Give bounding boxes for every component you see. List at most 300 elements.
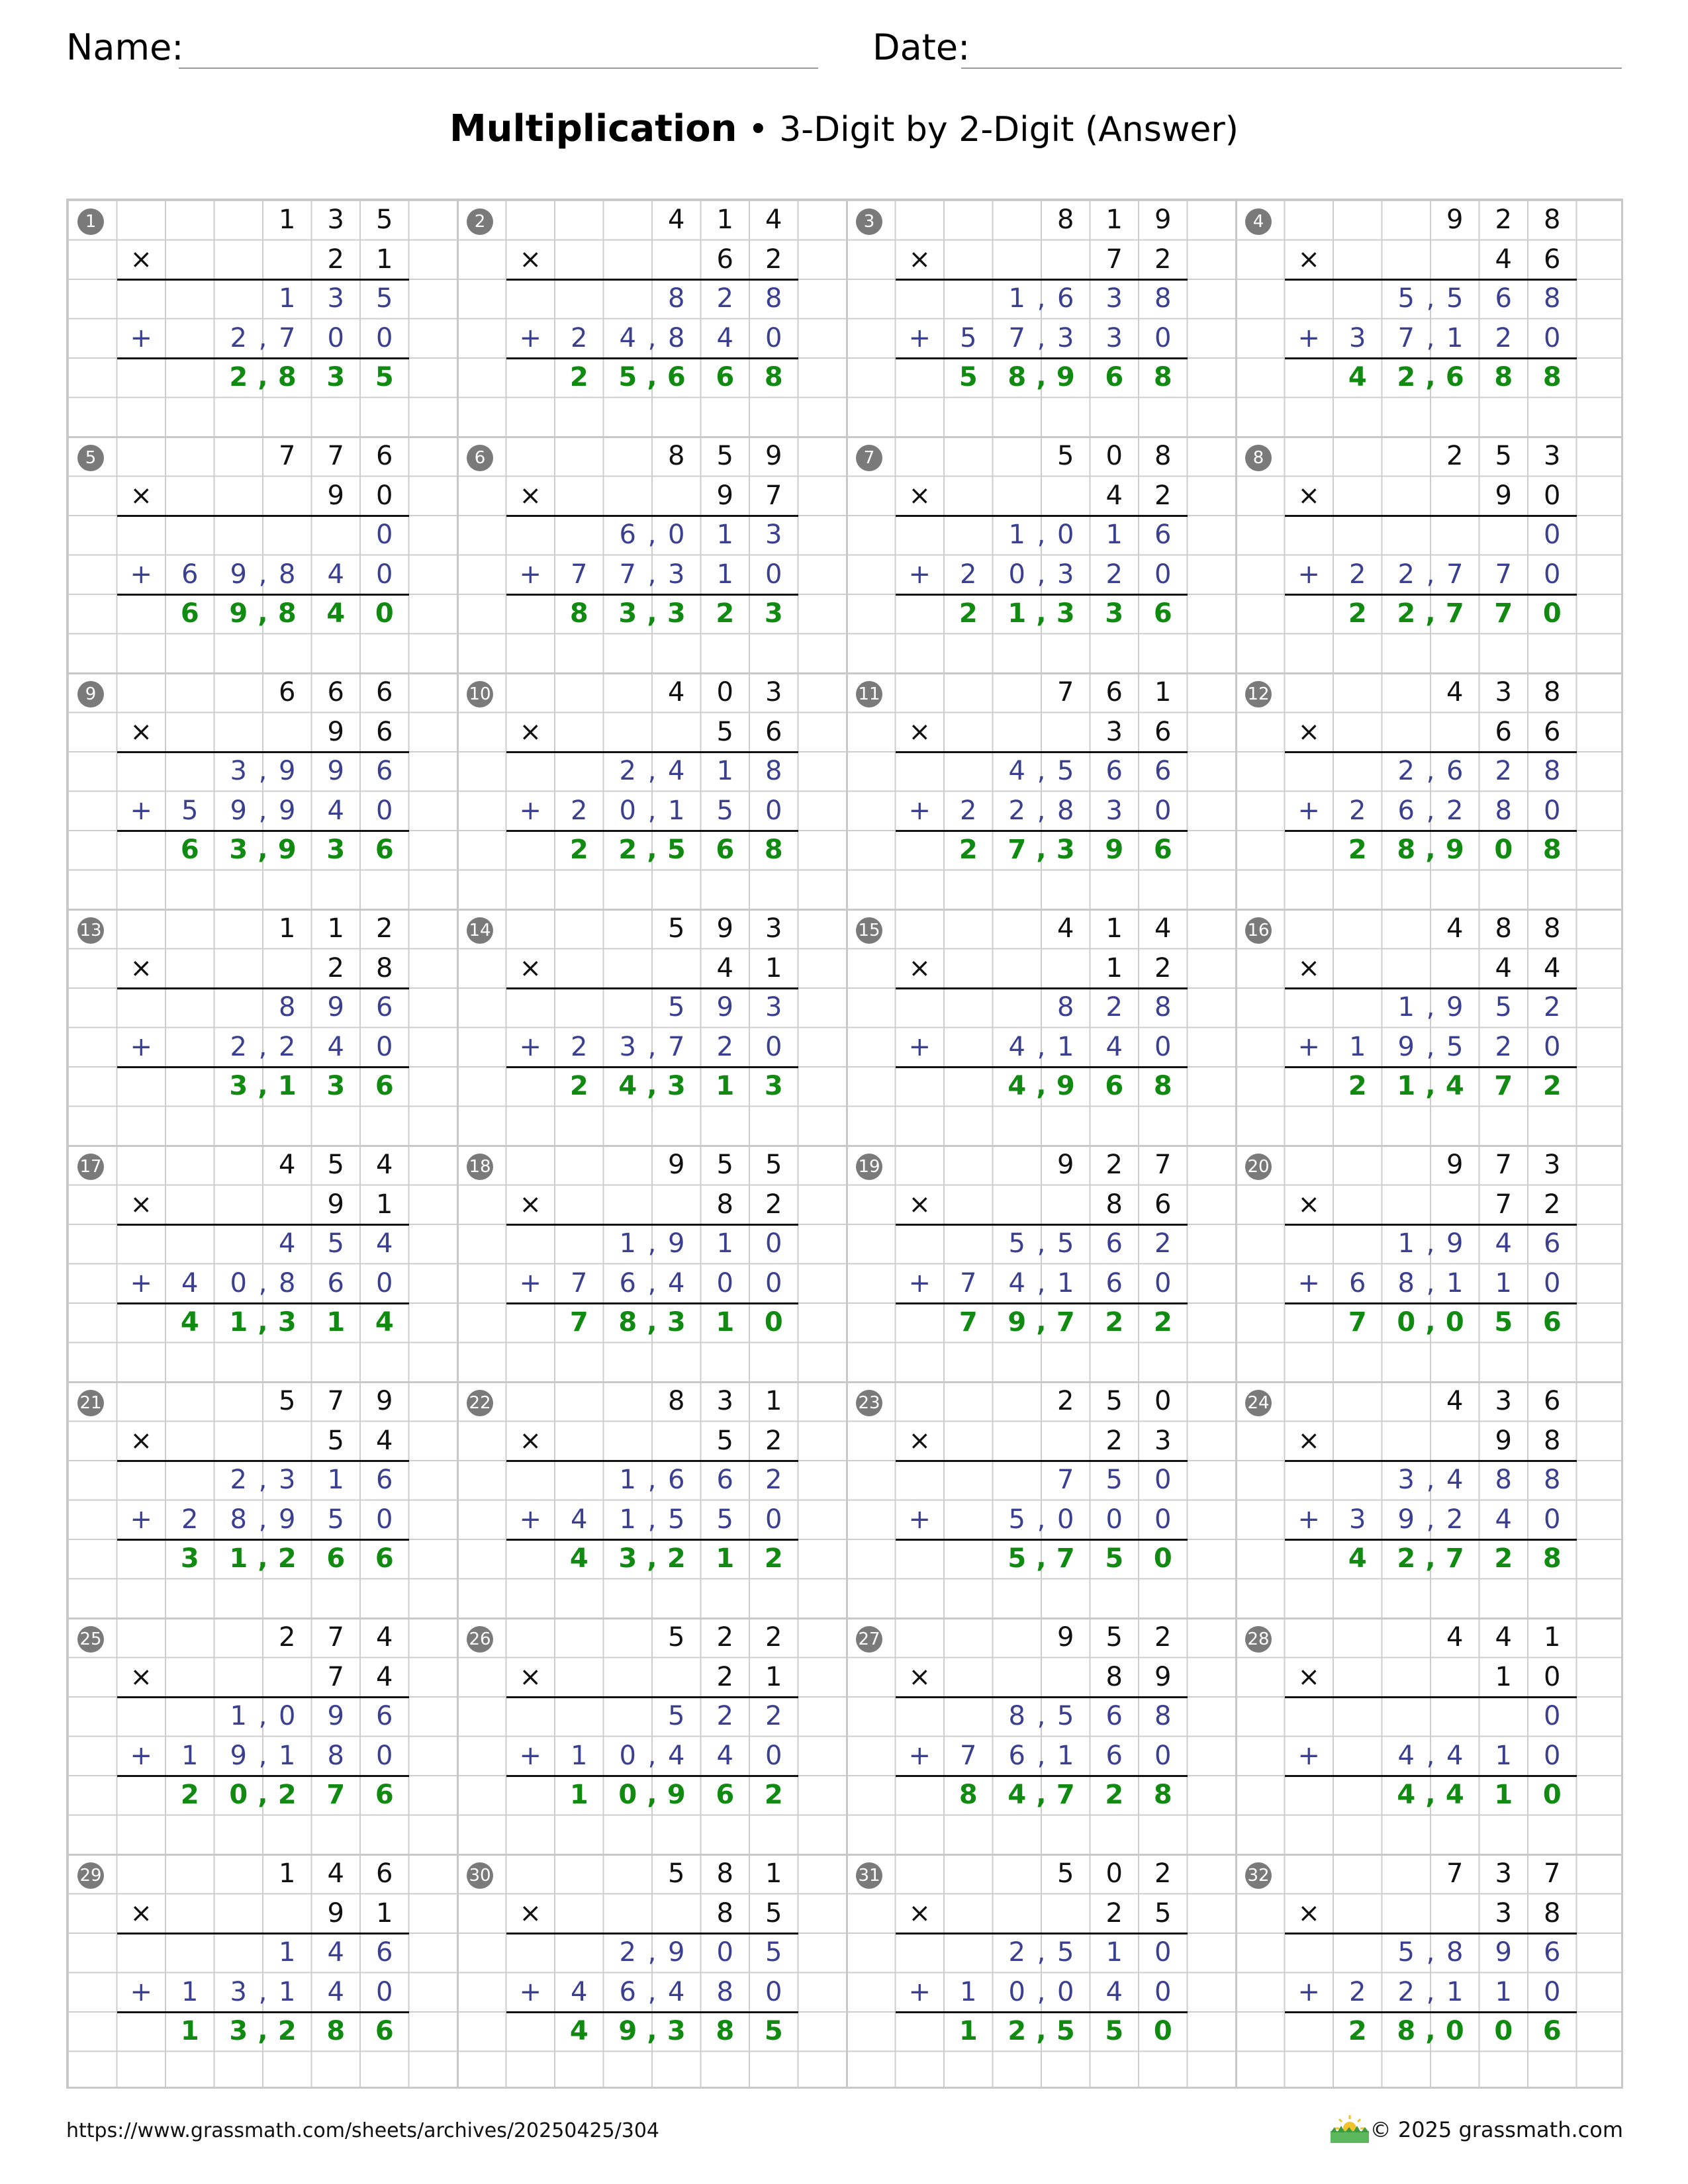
answer-digit: 5 — [959, 362, 978, 392]
answer-digit: 1 — [1397, 1071, 1416, 1101]
footer-url[interactable]: https://www.grassmath.com/sheets/archives/20250425/304 — [66, 2119, 660, 2142]
plus-sign: + — [908, 559, 931, 590]
multiplicand-digit: 0 — [1154, 1386, 1172, 1416]
partial-product-1-digit: 5 — [1397, 283, 1415, 314]
answer-comma: , — [647, 1543, 657, 1574]
partial-product-1-digit: 2 — [1544, 992, 1561, 1023]
plus-sign: + — [1297, 1976, 1320, 2007]
multiplier-digit: 5 — [765, 1897, 782, 1929]
answer-digit: 8 — [959, 1780, 978, 1810]
plus-sign: + — [519, 1504, 541, 1535]
problem-number-badge: 20 — [1245, 1154, 1272, 1180]
partial-product-1-comma: , — [1037, 1228, 1046, 1259]
problem-15 — [847, 909, 1236, 1146]
partial-product-1-digit: 1 — [716, 1228, 733, 1259]
multiplicand-digit: 5 — [668, 913, 685, 944]
partial-product-1-digit: 6 — [1057, 283, 1074, 314]
times-sign: × — [908, 244, 931, 275]
partial-product-2-digit: 4 — [327, 795, 344, 826]
partial-product-2-digit: 2 — [1495, 322, 1512, 353]
partial-product-2-comma: , — [1426, 1031, 1435, 1062]
plus-sign: + — [130, 795, 152, 826]
date-field[interactable] — [961, 68, 1622, 69]
problem-32 — [1236, 1854, 1625, 2091]
answer-digit: 6 — [716, 362, 735, 392]
multiplier-digit: 1 — [376, 1897, 393, 1929]
partial-product-2-digit: 2 — [571, 1031, 588, 1062]
problem-26 — [457, 1618, 847, 1854]
partial-product-1-digit: 9 — [1495, 1937, 1512, 1968]
answer-digit: 6 — [326, 1543, 346, 1574]
partial-product-2-digit: 0 — [376, 322, 393, 353]
partial-product-1-digit: 1 — [327, 1465, 344, 1495]
partial-product-2-digit: 4 — [619, 322, 636, 353]
multiplicand-digit: 5 — [716, 441, 733, 471]
partial-product-2-digit: 0 — [765, 1031, 782, 1062]
partial-product-1-digit: 6 — [376, 1937, 393, 1968]
answer-digit: 7 — [1445, 598, 1464, 629]
answer-digit: 9 — [1445, 835, 1464, 865]
answer-digit: 2 — [667, 1543, 686, 1574]
partial-product-1-digit: 2 — [716, 1701, 733, 1731]
multiplicand-digit: 1 — [279, 1858, 296, 1889]
answer-comma: , — [1425, 2016, 1436, 2046]
partial-product-1-digit: 6 — [376, 992, 393, 1023]
answer-digit: 2 — [277, 2016, 297, 2046]
multiplicand-digit: 1 — [1105, 205, 1123, 235]
answer-comma: , — [1036, 1071, 1047, 1101]
answer-digit: 3 — [764, 1071, 783, 1101]
multiplicand-digit: 9 — [1057, 1150, 1074, 1180]
answer-digit: 8 — [1397, 2016, 1416, 2046]
plus-sign: + — [519, 795, 541, 826]
partial-product-1-digit: 1 — [230, 1701, 247, 1731]
multiplier-digit: 9 — [1495, 480, 1512, 511]
problem-25 — [68, 1618, 457, 1854]
partial-product-2-comma: , — [1426, 322, 1435, 353]
partial-product-1-digit: 9 — [668, 1937, 685, 1968]
answer-digit: 7 — [1494, 598, 1513, 629]
problem-number-badge: 1 — [77, 208, 104, 235]
multiplicand-digit: 6 — [279, 677, 296, 707]
answer-digit: 8 — [277, 362, 297, 392]
multiplicand-digit: 6 — [1544, 1386, 1561, 1416]
partial-product-1-digit: 4 — [668, 756, 685, 786]
times-sign: × — [908, 1189, 931, 1220]
answer-digit: 7 — [1348, 1307, 1367, 1338]
plus-sign: + — [130, 1504, 152, 1535]
date-label: Date: — [872, 26, 970, 68]
partial-product-2-digit: 2 — [1397, 1976, 1415, 2007]
answer-digit: 0 — [1445, 2016, 1464, 2046]
answer-digit: 8 — [1494, 362, 1513, 392]
times-sign: × — [908, 716, 931, 747]
partial-product-1-digit: 8 — [668, 283, 685, 314]
problem-18 — [457, 1146, 847, 1382]
name-field[interactable] — [179, 68, 818, 69]
partial-product-2-digit: 8 — [230, 1504, 247, 1535]
partial-product-1-digit: 6 — [376, 1701, 393, 1731]
times-sign: × — [1297, 716, 1320, 747]
partial-product-2-digit: 0 — [376, 795, 393, 826]
answer-digit: 6 — [180, 598, 199, 629]
partial-product-2-digit: 2 — [1105, 559, 1123, 590]
answer-digit: 6 — [1542, 2016, 1562, 2046]
multiplicand-digit: 1 — [279, 913, 296, 944]
multiplier-digit: 7 — [765, 480, 782, 511]
answer-comma: , — [258, 1780, 268, 1810]
partial-product-1-digit: 4 — [376, 1228, 393, 1259]
problem-number-badge: 5 — [77, 445, 104, 471]
multiplicand-digit: 4 — [1446, 677, 1464, 707]
partial-product-2-digit: 0 — [1154, 1504, 1172, 1535]
multiplicand-digit: 9 — [716, 913, 733, 944]
partial-product-2-digit: 7 — [619, 559, 636, 590]
partial-product-1-digit: 8 — [1544, 1465, 1561, 1495]
multiplicand-digit: 5 — [1495, 441, 1512, 471]
times-sign: × — [130, 1189, 152, 1220]
multiplicand-digit: 4 — [376, 1150, 393, 1180]
answer-digit: 2 — [569, 835, 588, 865]
multiplier-digit: 9 — [327, 1897, 344, 1929]
partial-product-2-comma: , — [647, 1740, 657, 1771]
partial-product-1-digit: 1 — [619, 1465, 636, 1495]
times-sign: × — [130, 1897, 152, 1929]
multiplier-digit: 1 — [376, 1189, 393, 1220]
answer-digit: 5 — [1008, 1543, 1027, 1574]
partial-product-2-digit: 3 — [1349, 1504, 1366, 1535]
multiplier-digit: 2 — [1154, 480, 1172, 511]
partial-product-2-digit: 0 — [765, 1740, 782, 1771]
answer-digit: 7 — [1494, 1071, 1513, 1101]
answer-digit: 5 — [764, 2016, 783, 2046]
partial-product-2-digit: 4 — [1105, 1031, 1123, 1062]
partial-product-1-digit: 6 — [376, 1465, 393, 1495]
multiplier-digit: 7 — [327, 1661, 344, 1692]
partial-product-2-digit: 1 — [716, 559, 733, 590]
partial-product-1-comma: , — [1037, 520, 1046, 550]
multiplier-digit: 9 — [1154, 1661, 1172, 1692]
plus-sign: + — [908, 322, 931, 353]
answer-digit: 0 — [1153, 1543, 1172, 1574]
multiplicand-digit: 7 — [327, 441, 344, 471]
partial-product-1-digit: 2 — [765, 1465, 782, 1495]
multiplicand-digit: 3 — [1544, 1150, 1561, 1180]
multiplicand-digit: 2 — [765, 1622, 782, 1653]
multiplicand-digit: 9 — [1154, 205, 1172, 235]
answer-digit: 5 — [1105, 1543, 1124, 1574]
partial-product-1-digit: 5 — [376, 283, 393, 314]
multiplicand-digit: 8 — [1057, 205, 1074, 235]
multiplicand-digit: 5 — [1057, 1858, 1074, 1889]
answer-digit: 2 — [569, 1071, 588, 1101]
answer-digit: 2 — [618, 835, 637, 865]
partial-product-2-digit: 5 — [1446, 1031, 1464, 1062]
partial-product-1-comma: , — [647, 756, 657, 786]
partial-product-1-digit: 5 — [668, 992, 685, 1023]
partial-product-1-comma: , — [1037, 1937, 1046, 1968]
answer-digit: 2 — [1153, 1307, 1172, 1338]
multiplicand-digit: 2 — [1154, 1858, 1172, 1889]
answer-digit: 9 — [1008, 1307, 1027, 1338]
answer-digit: 2 — [959, 598, 978, 629]
partial-product-1-digit: 2 — [765, 1701, 782, 1731]
partial-product-1-digit: 6 — [619, 520, 636, 550]
partial-product-1-digit: 7 — [1057, 1465, 1074, 1495]
partial-product-1-digit: 9 — [668, 1228, 685, 1259]
answer-digit: 4 — [180, 1307, 199, 1338]
problem-21 — [68, 1382, 457, 1618]
problem-16 — [1236, 909, 1625, 1146]
partial-product-2-digit: 0 — [765, 559, 782, 590]
partial-product-1-digit: 3 — [327, 283, 344, 314]
partial-product-1-digit: 1 — [1397, 1228, 1415, 1259]
partial-product-1-digit: 5 — [327, 1228, 344, 1259]
partial-product-2-digit: 8 — [716, 1976, 733, 2007]
answer-digit: 4 — [1397, 1780, 1416, 1810]
partial-product-2-digit: 0 — [716, 1267, 733, 1298]
times-sign: × — [908, 480, 931, 511]
answer-digit: 3 — [326, 835, 346, 865]
problem-number-badge: 14 — [467, 917, 493, 944]
answer-digit: 6 — [667, 362, 686, 392]
multiplier-digit: 3 — [1105, 716, 1123, 747]
answer-digit: 4 — [375, 1307, 394, 1338]
partial-product-2-digit: 5 — [716, 795, 733, 826]
multiplier-digit: 0 — [376, 480, 393, 511]
multiplicand-digit: 3 — [1544, 441, 1561, 471]
multiplier-digit: 6 — [1154, 1189, 1172, 1220]
partial-product-2-comma: , — [1037, 1504, 1046, 1535]
times-sign: × — [130, 952, 152, 983]
partial-product-1-digit: 1 — [279, 1937, 296, 1968]
problem-number-badge: 8 — [1245, 445, 1272, 471]
problem-number-badge: 18 — [467, 1154, 493, 1180]
partial-product-1-digit: 4 — [1446, 1465, 1464, 1495]
partial-product-2-digit: 6 — [619, 1267, 636, 1298]
answer-comma: , — [1425, 598, 1436, 629]
multiplier-digit: 8 — [716, 1897, 733, 1929]
partial-product-1-comma: , — [1426, 1228, 1435, 1259]
partial-product-2-digit: 0 — [376, 1504, 393, 1535]
answer-digit: 4 — [1445, 1071, 1464, 1101]
partial-product-1-digit: 3 — [1397, 1465, 1415, 1495]
partial-product-2-comma: , — [1426, 1740, 1435, 1771]
partial-product-2-comma: , — [1037, 559, 1046, 590]
answer-digit: 1 — [716, 1307, 735, 1338]
multiplicand-digit: 1 — [279, 205, 296, 235]
partial-product-1-digit: 0 — [1544, 520, 1561, 550]
partial-product-1-comma: , — [647, 1228, 657, 1259]
partial-product-1-digit: 4 — [279, 1228, 296, 1259]
problem-number-badge: 31 — [856, 1862, 882, 1889]
plus-sign: + — [908, 1976, 931, 2007]
multiplicand-digit: 2 — [716, 1622, 733, 1653]
answer-digit: 8 — [1153, 1780, 1172, 1810]
multiplier-digit: 6 — [1544, 244, 1561, 275]
partial-product-1-digit: 3 — [765, 992, 782, 1023]
plus-sign: + — [908, 1031, 931, 1062]
answer-digit: 2 — [716, 598, 735, 629]
answer-digit: 3 — [667, 1307, 686, 1338]
answer-digit: 4 — [569, 2016, 588, 2046]
multiplicand-digit: 3 — [1495, 677, 1512, 707]
partial-product-2-digit: 0 — [619, 795, 636, 826]
multiplicand-digit: 8 — [668, 1386, 685, 1416]
partial-product-2-comma: , — [258, 559, 267, 590]
answer-digit: 5 — [1105, 2016, 1124, 2046]
answer-digit: 8 — [1008, 362, 1027, 392]
answer-digit: 4 — [1008, 1071, 1027, 1101]
problem-12 — [1236, 673, 1625, 909]
times-sign: × — [908, 952, 931, 983]
multiplier-digit: 3 — [1154, 1425, 1172, 1456]
multiplier-digit: 6 — [376, 716, 393, 747]
answer-digit: 2 — [1397, 362, 1416, 392]
partial-product-1-digit: 5 — [1057, 1228, 1074, 1259]
answer-digit: 8 — [1542, 835, 1562, 865]
multiplier-digit: 7 — [1105, 244, 1123, 275]
problem-number-badge: 16 — [1245, 917, 1272, 944]
answer-digit: 6 — [1153, 598, 1172, 629]
multiplicand-digit: 4 — [279, 1150, 296, 1180]
times-sign: × — [130, 716, 152, 747]
problem-9 — [68, 673, 457, 909]
answer-digit: 7 — [1056, 1780, 1075, 1810]
answer-digit: 3 — [326, 362, 346, 392]
partial-product-2-digit: 0 — [1154, 322, 1172, 353]
partial-product-1-comma: , — [1426, 756, 1435, 786]
partial-product-2-digit: 1 — [279, 1740, 296, 1771]
answer-digit: 6 — [1153, 835, 1172, 865]
partial-product-2-digit: 3 — [619, 1031, 636, 1062]
multiplicand-digit: 4 — [1057, 913, 1074, 944]
times-sign: × — [1297, 1425, 1320, 1456]
partial-product-2-comma: , — [258, 795, 267, 826]
partial-product-2-comma: , — [258, 1267, 267, 1298]
problem-7 — [847, 437, 1236, 673]
partial-product-2-digit: 7 — [1008, 322, 1025, 353]
multiplier-digit: 1 — [1495, 1661, 1512, 1692]
partial-product-2-comma: , — [258, 1976, 267, 2007]
answer-digit: 6 — [1105, 362, 1124, 392]
partial-product-2-digit: 1 — [1495, 1976, 1512, 2007]
plus-sign: + — [908, 1504, 931, 1535]
title-subtitle: • 3-Digit by 2-Digit (Answer) — [737, 110, 1239, 150]
answer-digit: 0 — [1445, 1307, 1464, 1338]
partial-product-2-digit: 2 — [571, 795, 588, 826]
multiplier-digit: 8 — [1105, 1661, 1123, 1692]
partial-product-2-digit: 0 — [1544, 1504, 1561, 1535]
answer-digit: 4 — [326, 598, 346, 629]
problem-5 — [68, 437, 457, 673]
partial-product-2-digit: 8 — [668, 322, 685, 353]
partial-product-1-digit: 3 — [230, 756, 247, 786]
partial-product-2-digit: 3 — [1349, 322, 1366, 353]
partial-product-1-comma: , — [647, 520, 657, 550]
multiplicand-digit: 1 — [1154, 677, 1172, 707]
partial-product-2-digit: 0 — [1057, 1976, 1074, 2007]
problem-number-badge: 12 — [1245, 681, 1272, 707]
partial-product-1-digit: 8 — [1057, 992, 1074, 1023]
answer-comma: , — [1036, 1543, 1047, 1574]
partial-product-2-digit: 0 — [1154, 1031, 1172, 1062]
partial-product-2-digit: 0 — [1544, 1031, 1561, 1062]
answer-digit: 2 — [1397, 1543, 1416, 1574]
answer-digit: 2 — [1348, 835, 1367, 865]
answer-comma: , — [1036, 598, 1047, 629]
answer-comma: , — [258, 2016, 268, 2046]
partial-product-1-digit: 5 — [1105, 1465, 1123, 1495]
multiplicand-digit: 4 — [327, 1858, 344, 1889]
answer-digit: 8 — [1153, 362, 1172, 392]
partial-product-2-digit: 5 — [1008, 1504, 1025, 1535]
partial-product-1-digit: 8 — [765, 283, 782, 314]
problem-13 — [68, 909, 457, 1146]
partial-product-2-digit: 4 — [327, 1976, 344, 2007]
multiplicand-digit: 5 — [668, 1622, 685, 1653]
answer-digit: 1 — [959, 2016, 978, 2046]
multiplicand-digit: 6 — [376, 1858, 393, 1889]
answer-digit: 0 — [1153, 2016, 1172, 2046]
answer-comma: , — [1425, 1307, 1436, 1338]
partial-product-2-digit: 0 — [327, 322, 344, 353]
partial-product-2-digit: 4 — [668, 1267, 685, 1298]
multiplier-digit: 4 — [716, 952, 733, 983]
times-sign: × — [130, 1425, 152, 1456]
partial-product-2-digit: 1 — [1446, 1976, 1464, 2007]
answer-digit: 0 — [229, 1780, 248, 1810]
answer-digit: 3 — [229, 1071, 248, 1101]
multiplicand-digit: 5 — [765, 1150, 782, 1180]
answer-comma: , — [647, 1780, 657, 1810]
answer-digit: 2 — [959, 835, 978, 865]
partial-product-2-digit: 4 — [668, 1740, 685, 1771]
partial-product-2-digit: 2 — [181, 1504, 199, 1535]
partial-product-2-digit: 1 — [1446, 322, 1464, 353]
answer-digit: 1 — [716, 1071, 735, 1101]
multiplier-digit: 4 — [376, 1425, 393, 1456]
partial-product-2-comma: , — [1037, 1740, 1046, 1771]
multiplier-digit: 6 — [716, 244, 733, 275]
answer-comma: , — [647, 1071, 657, 1101]
partial-product-1-digit: 1 — [716, 756, 733, 786]
answer-digit: 1 — [326, 1307, 346, 1338]
problem-number-badge: 7 — [856, 445, 882, 471]
partial-product-2-digit: 0 — [1105, 1504, 1123, 1535]
partial-product-2-digit: 4 — [327, 559, 344, 590]
multiplier-digit: 2 — [716, 1661, 733, 1692]
problem-number-badge: 13 — [77, 917, 104, 944]
partial-product-1-digit: 8 — [1154, 992, 1172, 1023]
partial-product-1-digit: 9 — [716, 992, 733, 1023]
multiplier-digit: 4 — [1495, 244, 1512, 275]
partial-product-2-digit: 7 — [279, 322, 296, 353]
partial-product-2-digit: 0 — [1544, 559, 1561, 590]
multiplicand-digit: 5 — [1105, 1622, 1123, 1653]
partial-product-1-digit: 0 — [1057, 520, 1074, 550]
partial-product-1-digit: 0 — [1154, 1937, 1172, 1968]
multiplier-digit: 9 — [327, 1189, 344, 1220]
multiplier-digit: 6 — [1154, 716, 1172, 747]
plus-sign: + — [519, 1740, 541, 1771]
partial-product-2-digit: 0 — [1008, 1976, 1025, 2007]
multiplier-digit: 8 — [1105, 1189, 1123, 1220]
problem-24 — [1236, 1382, 1625, 1618]
answer-digit: 3 — [667, 2016, 686, 2046]
multiplicand-digit: 6 — [376, 441, 393, 471]
partial-product-1-digit: 5 — [1397, 1937, 1415, 1968]
